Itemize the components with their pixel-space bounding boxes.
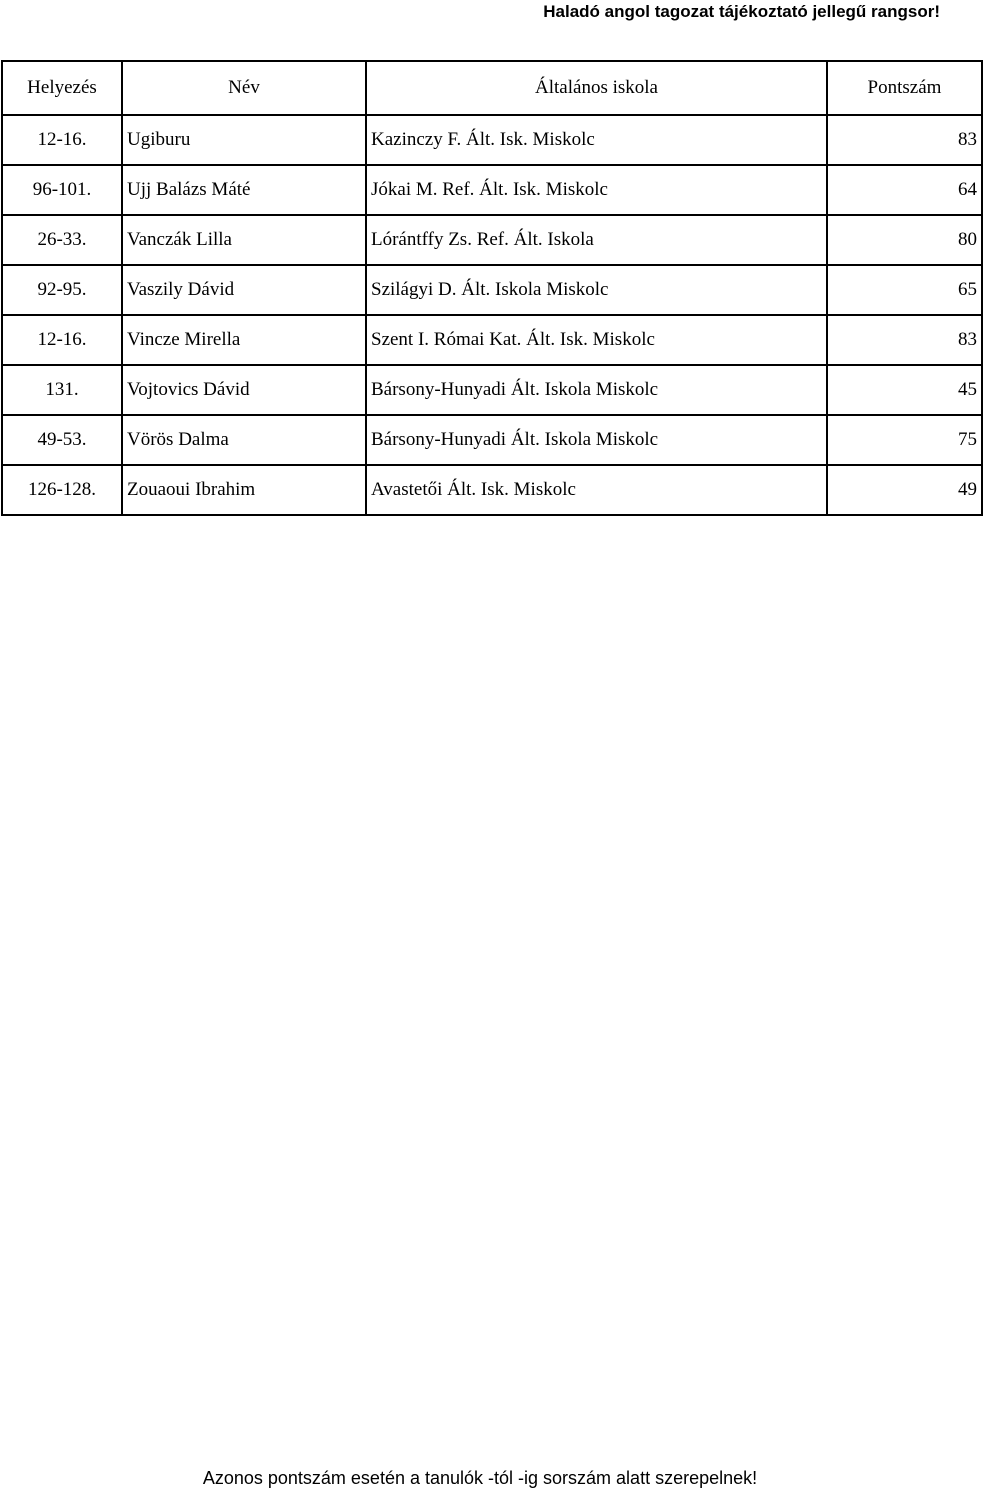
page-title: Haladó angol tagozat tájékoztató jellegű rangsor! bbox=[543, 2, 940, 21]
cell-rank: 131. bbox=[2, 365, 122, 415]
table-row bbox=[2, 365, 982, 415]
cell-score: 64 bbox=[827, 165, 982, 215]
cell-school: Jókai M. Ref. Ált. Isk. Miskolc bbox=[366, 165, 827, 215]
column-header-school: Általános iskola bbox=[366, 61, 827, 115]
cell-rank: 126-128. bbox=[2, 465, 122, 515]
cell-school: Bársony-Hunyadi Ált. Iskola Miskolc bbox=[366, 415, 827, 465]
cell-name: Vaszily Dávid bbox=[122, 265, 366, 315]
cell-school: Lórántffy Zs. Ref. Ált. Iskola bbox=[366, 215, 827, 265]
table-row bbox=[2, 215, 982, 265]
cell-school: Avastetői Ált. Isk. Miskolc bbox=[366, 465, 827, 515]
cell-score: 75 bbox=[827, 415, 982, 465]
table-row bbox=[2, 415, 982, 465]
table-row bbox=[2, 165, 982, 215]
cell-name: Vojtovics Dávid bbox=[122, 365, 366, 415]
cell-name: Ugiburu bbox=[122, 115, 366, 165]
ranking-table bbox=[1, 60, 983, 516]
cell-score: 80 bbox=[827, 215, 982, 265]
cell-score: 65 bbox=[827, 265, 982, 315]
cell-school: Szilágyi D. Ált. Iskola Miskolc bbox=[366, 265, 827, 315]
cell-rank: 96-101. bbox=[2, 165, 122, 215]
cell-school: Kazinczy F. Ált. Isk. Miskolc bbox=[366, 115, 827, 165]
table-row bbox=[2, 115, 982, 165]
column-header-score: Pontszám bbox=[827, 61, 982, 115]
column-header-name: Név bbox=[122, 61, 366, 115]
cell-rank: 49-53. bbox=[2, 415, 122, 465]
cell-score: 45 bbox=[827, 365, 982, 415]
cell-rank: 26-33. bbox=[2, 215, 122, 265]
cell-school: Bársony-Hunyadi Ált. Iskola Miskolc bbox=[366, 365, 827, 415]
table-row bbox=[2, 465, 982, 515]
cell-name: Vörös Dalma bbox=[122, 415, 366, 465]
table-row bbox=[2, 315, 982, 365]
cell-name: Vincze Mirella bbox=[122, 315, 366, 365]
cell-score: 83 bbox=[827, 115, 982, 165]
cell-score: 49 bbox=[827, 465, 982, 515]
table-row bbox=[2, 265, 982, 315]
cell-name: Vanczák Lilla bbox=[122, 215, 366, 265]
cell-school: Szent I. Római Kat. Ált. Isk. Miskolc bbox=[366, 315, 827, 365]
cell-name: Ujj Balázs Máté bbox=[122, 165, 366, 215]
footer-note: Azonos pontszám esetén a tanulók -tól -ig sorszám alatt szerepelnek! bbox=[202, 1468, 758, 1488]
column-header-rank: Helyezés bbox=[2, 61, 122, 115]
cell-rank: 12-16. bbox=[2, 315, 122, 365]
cell-rank: 12-16. bbox=[2, 115, 122, 165]
cell-score: 83 bbox=[827, 315, 982, 365]
cell-name: Zouaoui Ibrahim bbox=[122, 465, 366, 515]
cell-rank: 92-95. bbox=[2, 265, 122, 315]
table-header-row bbox=[2, 61, 982, 115]
